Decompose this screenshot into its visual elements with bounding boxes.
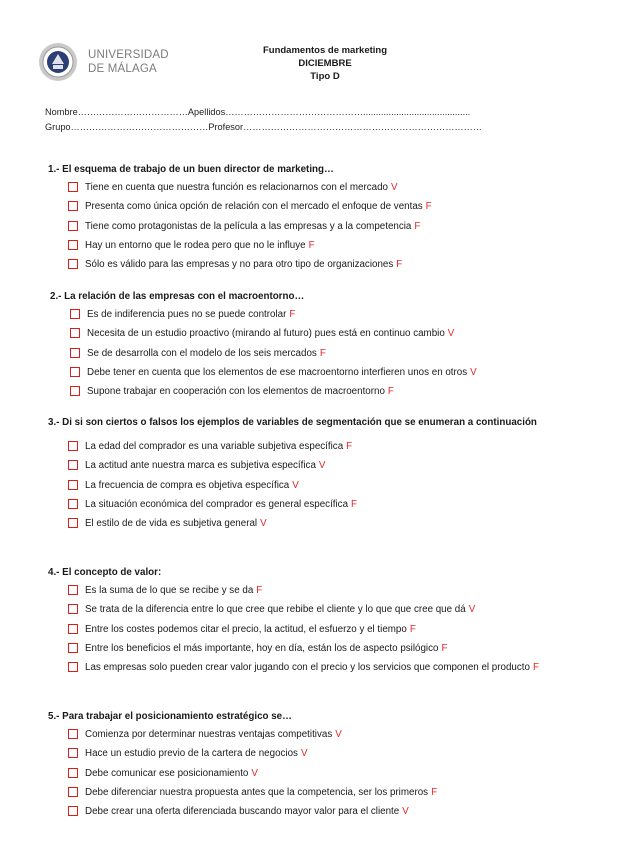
option-text: El estilo de de vida es subjetiva general bbox=[85, 518, 258, 530]
option-text: Hace un estudio previo de la cartera de negocios bbox=[85, 748, 298, 760]
name-field-line: Nombre………………………………Apellidos……………………………………….......................................... bbox=[45, 107, 471, 117]
exam-type: Tipo D bbox=[310, 71, 340, 82]
answer-mark: F bbox=[441, 642, 448, 654]
checkbox[interactable] bbox=[68, 182, 78, 192]
option-text: Debe comunicar ese posicionamiento bbox=[85, 767, 249, 779]
question-title: 2.- La relación de las empresas con el macroentorno… bbox=[50, 291, 305, 302]
question-2 bbox=[50, 290, 620, 404]
option-text: Entre los costes podemos citar el precio, la actitud, el esfuerzo y el tiempo bbox=[85, 623, 407, 635]
university-seal-icon bbox=[38, 42, 78, 82]
option-text: Presenta como única opción de relación con el mercado el enfoque de ventas bbox=[85, 201, 423, 213]
exam-month: DICIEMBRE bbox=[298, 58, 352, 69]
option-text: Las empresas solo pueden crear valor jugando con el precio y los servicios que componen el producto bbox=[85, 662, 530, 674]
option-text: Es la suma de lo que se recibe y se da bbox=[85, 585, 254, 596]
option-text: Tiene en cuenta que nuestra función es relacionarnos con el mercado bbox=[85, 182, 388, 193]
answer-option bbox=[68, 459, 618, 472]
option-list bbox=[48, 181, 618, 271]
answer-option bbox=[68, 767, 618, 780]
answer-option bbox=[68, 642, 618, 655]
checkbox[interactable] bbox=[68, 768, 78, 778]
question-title: 4.- El concepto de valor: bbox=[48, 567, 162, 578]
answer-mark: V bbox=[260, 518, 267, 530]
answer-mark: F bbox=[414, 220, 421, 232]
option-list bbox=[50, 308, 620, 398]
option-text: La frecuencia de compra es objetiva específica bbox=[85, 479, 290, 491]
checkbox[interactable] bbox=[68, 806, 78, 816]
checkbox[interactable] bbox=[68, 748, 78, 758]
course-title: Fundamentos de marketing bbox=[262, 45, 388, 56]
option-text: Debe diferenciar nuestra propuesta antes que la competencia, ser los primeros bbox=[85, 786, 429, 798]
option-list bbox=[48, 728, 618, 818]
answer-option bbox=[68, 517, 618, 530]
option-text: Entre los beneficios el más importante, hoy en día, están los de aspecto psilógico bbox=[85, 642, 439, 654]
checkbox[interactable] bbox=[68, 480, 78, 490]
option-text: Debe crear una oferta diferenciada buscando mayor valor para el cliente bbox=[85, 806, 400, 818]
checkbox[interactable] bbox=[68, 518, 78, 528]
answer-mark: V bbox=[300, 748, 308, 760]
university-name bbox=[88, 48, 169, 76]
answer-mark: F bbox=[289, 309, 296, 320]
question-title: 1.- El esquema de trabajo de un buen director de marketing… bbox=[48, 164, 334, 175]
question-3 bbox=[48, 416, 618, 536]
answer-option bbox=[68, 220, 618, 233]
checkbox[interactable] bbox=[68, 585, 78, 595]
answer-option bbox=[68, 805, 618, 818]
question-5 bbox=[48, 710, 618, 824]
answer-mark: F bbox=[431, 786, 438, 798]
checkbox[interactable] bbox=[68, 240, 78, 250]
answer-option bbox=[68, 747, 618, 760]
question-title: 5.- Para trabajar el posicionamiento estratégico se… bbox=[48, 711, 292, 722]
exam-header bbox=[200, 44, 450, 83]
option-text: Sólo es válido para las empresas y no para otro tipo de organizaciones bbox=[85, 259, 394, 271]
checkbox[interactable] bbox=[68, 729, 78, 739]
answer-mark: V bbox=[251, 767, 258, 779]
answer-mark: F bbox=[346, 441, 353, 452]
checkbox[interactable] bbox=[68, 460, 78, 470]
option-text: La situación económica del comprador es general específica bbox=[85, 498, 349, 510]
option-text: Debe tener en cuenta que los elementos de ese macroentorno interfieren unos en otros bbox=[87, 366, 468, 378]
answer-option bbox=[68, 200, 618, 213]
option-text: La edad del comprador es una variable subjetiva específica bbox=[85, 441, 344, 452]
answer-option bbox=[68, 239, 618, 252]
answer-option bbox=[70, 347, 620, 360]
checkbox[interactable] bbox=[68, 221, 78, 231]
answer-mark: V bbox=[468, 604, 476, 616]
university-logo bbox=[38, 42, 208, 82]
answer-mark: F bbox=[387, 386, 394, 398]
answer-option bbox=[70, 327, 620, 340]
answer-mark: F bbox=[425, 201, 432, 213]
question-4 bbox=[48, 566, 618, 680]
answer-mark: V bbox=[470, 366, 477, 378]
checkbox[interactable] bbox=[68, 201, 78, 211]
checkbox[interactable] bbox=[70, 328, 80, 338]
option-text: La actitud ante nuestra marca es subjetiva específica bbox=[85, 460, 316, 472]
answer-mark: F bbox=[409, 623, 416, 635]
answer-mark: F bbox=[351, 498, 358, 510]
checkbox[interactable] bbox=[70, 348, 80, 358]
answer-option bbox=[68, 623, 618, 636]
answer-mark: F bbox=[308, 239, 315, 251]
checkbox[interactable] bbox=[70, 367, 80, 377]
answer-mark: V bbox=[292, 479, 299, 491]
option-text: Se de desarrolla con el modelo de los seis mercados bbox=[87, 347, 317, 359]
option-text: Tiene como protagonistas de la película a las empresas y a la competencia bbox=[85, 220, 412, 232]
option-text: Es de indiferencia pues no se puede controlar bbox=[87, 309, 287, 320]
answer-mark: F bbox=[319, 347, 326, 359]
answer-mark: V bbox=[447, 328, 455, 340]
checkbox[interactable] bbox=[68, 643, 78, 653]
answer-option bbox=[68, 728, 618, 741]
answer-mark: V bbox=[402, 806, 409, 818]
checkbox[interactable] bbox=[68, 259, 78, 269]
question-1 bbox=[48, 163, 618, 277]
checkbox[interactable] bbox=[68, 624, 78, 634]
answer-mark: V bbox=[318, 460, 326, 472]
university-line1: UNIVERSIDAD bbox=[88, 49, 169, 61]
student-fields bbox=[45, 105, 615, 135]
checkbox[interactable] bbox=[68, 441, 78, 451]
option-text: Se trata de la diferencia entre lo que cree que rebibe el cliente y lo que que cree que dá bbox=[85, 604, 466, 616]
group-field-line: Grupo………………………………………Profesor…………………………………………………………………… bbox=[45, 122, 482, 132]
answer-option bbox=[68, 498, 618, 511]
option-list bbox=[48, 584, 618, 674]
answer-option bbox=[68, 440, 618, 453]
answer-option bbox=[68, 181, 618, 194]
option-text: Comienza por determinar nuestras ventajas competitivas bbox=[85, 729, 333, 740]
answer-option bbox=[68, 661, 618, 674]
checkbox[interactable] bbox=[68, 604, 78, 614]
answer-mark: V bbox=[391, 182, 398, 193]
option-text: Hay un entorno que le rodea pero que no le influye bbox=[85, 239, 306, 251]
answer-option bbox=[68, 786, 618, 799]
answer-option bbox=[70, 385, 620, 398]
answer-mark: V bbox=[335, 729, 342, 740]
answer-mark: F bbox=[396, 259, 403, 271]
option-text: Supone trabajar en cooperación con los elementos de macroentorno bbox=[87, 386, 385, 398]
university-line2: DE MÁLAGA bbox=[88, 63, 157, 75]
answer-mark: F bbox=[532, 662, 539, 674]
answer-option bbox=[68, 258, 618, 271]
option-list bbox=[48, 440, 618, 530]
answer-option bbox=[68, 584, 618, 597]
answer-mark: F bbox=[256, 585, 263, 596]
answer-option bbox=[70, 366, 620, 379]
question-title: 3.- Di si son ciertos o falsos los ejemplos de variables de segmentación que se enumeran a continuación bbox=[48, 417, 537, 428]
checkbox[interactable] bbox=[68, 787, 78, 797]
checkbox[interactable] bbox=[68, 662, 78, 672]
checkbox[interactable] bbox=[70, 309, 80, 319]
answer-option bbox=[68, 479, 618, 492]
checkbox[interactable] bbox=[68, 499, 78, 509]
option-text: Necesita de un estudio proactivo (mirando al futuro) pues está en continuo cambio bbox=[87, 328, 445, 340]
checkbox[interactable] bbox=[70, 386, 80, 396]
answer-option bbox=[68, 603, 618, 616]
answer-option bbox=[70, 308, 620, 321]
